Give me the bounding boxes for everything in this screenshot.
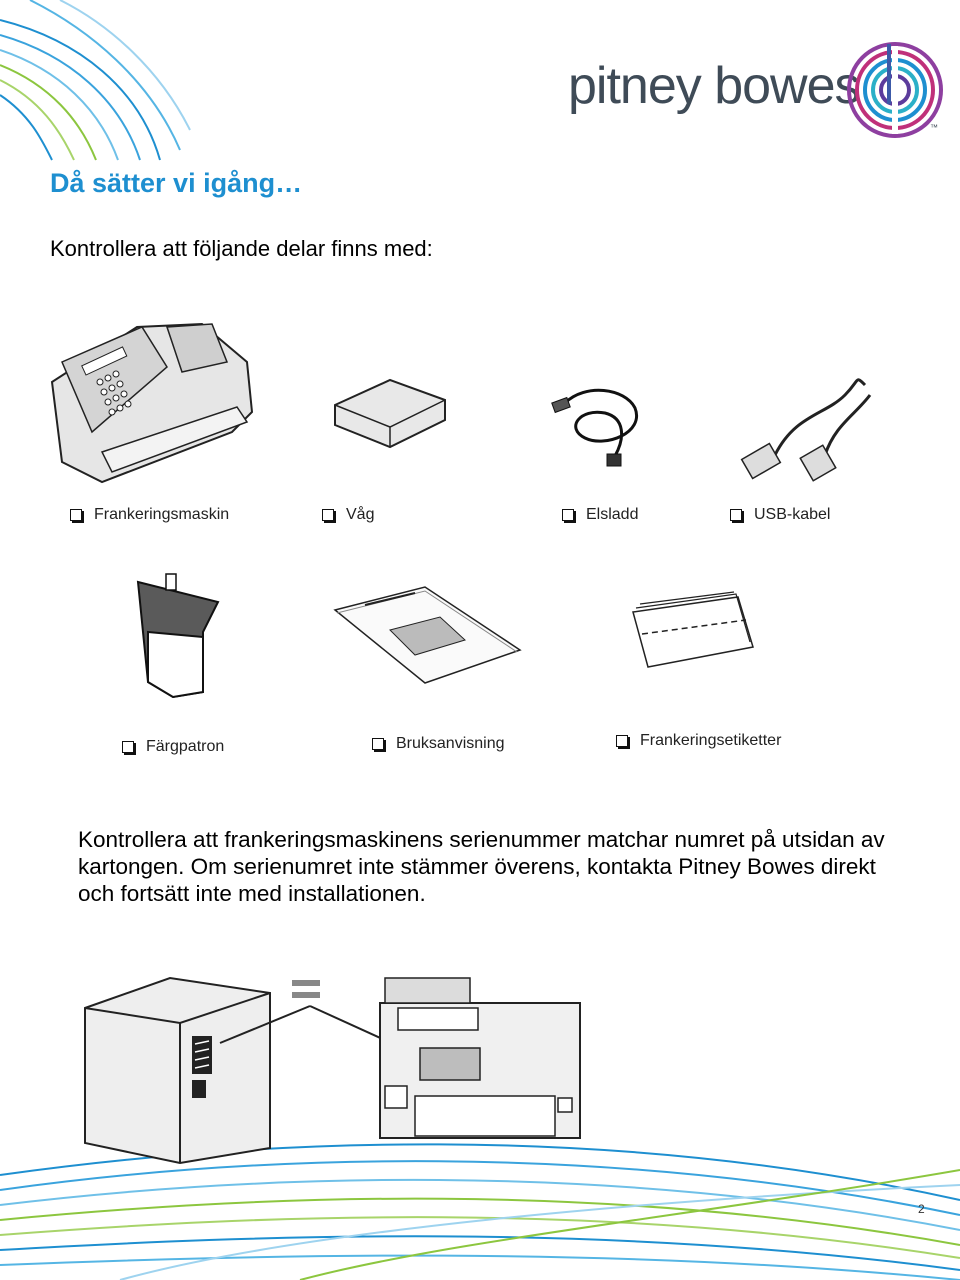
checkbox-icon[interactable] bbox=[70, 509, 82, 521]
scale-illustration bbox=[330, 375, 450, 455]
postage-labels-illustration bbox=[628, 592, 758, 672]
checklist-item-postage-labels[interactable] bbox=[616, 732, 781, 750]
checklist-item-usb-cable[interactable] bbox=[730, 506, 830, 524]
checklist-item-franking-machine[interactable] bbox=[70, 506, 229, 524]
checklist-label: Frankeringsmaskin bbox=[94, 506, 230, 523]
page-heading: Då sätter vi igång… bbox=[50, 168, 303, 198]
checkbox-icon[interactable] bbox=[616, 735, 628, 747]
checkbox-icon[interactable] bbox=[372, 738, 384, 750]
checklist-item-manual[interactable] bbox=[372, 735, 505, 753]
franking-machine-illustration bbox=[42, 322, 272, 492]
logo-wordmark: pitney bowes bbox=[568, 57, 860, 115]
serial-number-comparison-illustration bbox=[80, 968, 720, 1168]
checklist-label: Våg bbox=[346, 506, 375, 523]
checklist-item-power-cord[interactable] bbox=[562, 506, 638, 524]
intro-text: Kontrollera att följande delar finns med: bbox=[50, 236, 433, 261]
checklist-label: USB-kabel bbox=[754, 506, 831, 523]
checkbox-icon[interactable] bbox=[322, 509, 334, 521]
checkbox-icon[interactable] bbox=[730, 509, 742, 521]
checklist-item-scale[interactable] bbox=[322, 506, 374, 524]
manual-illustration bbox=[325, 585, 525, 685]
serial-number-instructions: Kontrollera att frankeringsmaskinens serienummer matchar numret på utsidan av kartongen. Om serienumret inte stämmer överens, kontakta Pitney Bowes direkt och fortsätt inte med installationen. bbox=[78, 827, 885, 906]
trademark-symbol: ™ bbox=[930, 123, 938, 132]
checklist-label: Bruksanvisning bbox=[396, 735, 505, 752]
checklist-label: Elsladd bbox=[586, 506, 639, 523]
checklist-label: Färgpatron bbox=[146, 738, 225, 755]
power-cord-illustration bbox=[545, 378, 655, 478]
usb-cable-illustration bbox=[735, 375, 875, 485]
checklist-label: Frankeringsetiketter bbox=[640, 732, 782, 749]
checklist-item-ink-cartridge[interactable] bbox=[122, 738, 224, 756]
page-number: 2 bbox=[918, 1202, 925, 1216]
checkbox-icon[interactable] bbox=[562, 509, 574, 521]
checkbox-icon[interactable] bbox=[122, 741, 134, 753]
ink-cartridge-illustration bbox=[128, 572, 228, 702]
